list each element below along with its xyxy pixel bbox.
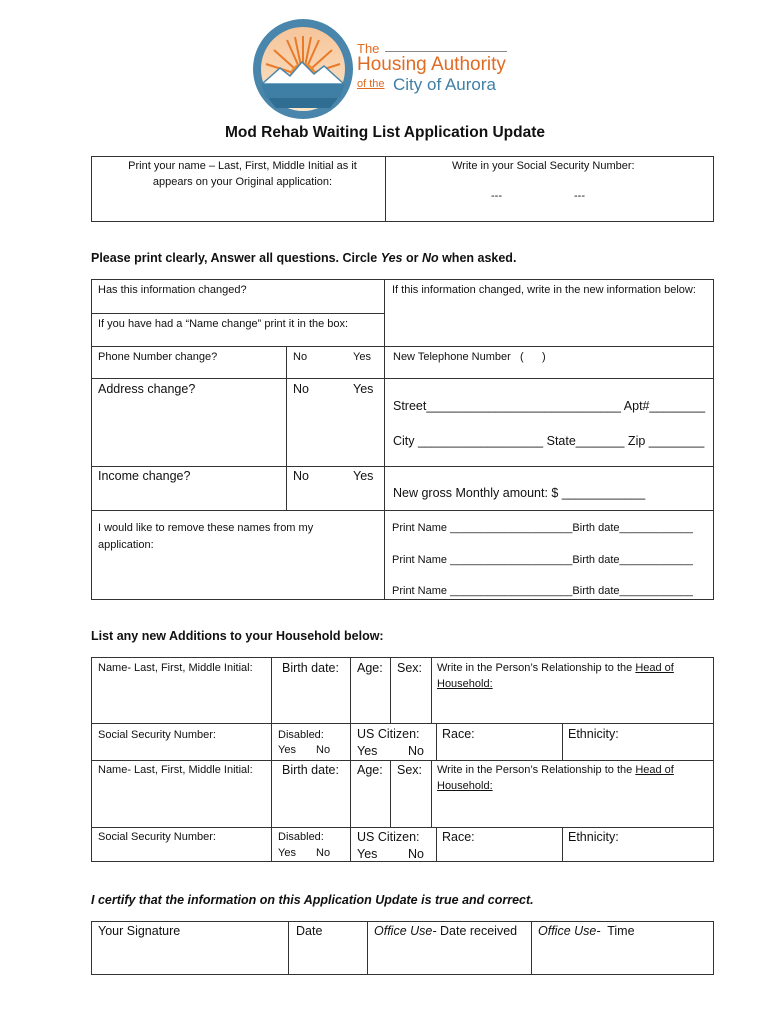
city-field[interactable]: City __________________ State_______ Zip ________	[393, 434, 705, 448]
logo-the: The	[357, 41, 380, 56]
date-field[interactable]: Date	[296, 924, 323, 938]
print-name-field-1[interactable]: Print Name ____________________Birth date____________	[392, 522, 693, 534]
print-name-field-2[interactable]: Print Name ____________________Birth date____________	[392, 554, 693, 566]
remove-names-label: I would like to remove these names from my application:	[98, 522, 314, 551]
logo-of-the: of the	[357, 78, 385, 90]
page-title: Mod Rehab Waiting List Application Update	[224, 124, 546, 141]
logo-underline-top	[385, 51, 507, 52]
addition-2-disabled-label: Disabled:	[278, 831, 324, 843]
certification-statement: I certify that the information on this Application Update is true and correct.	[91, 893, 534, 907]
phone-yes-option[interactable]: Yes	[353, 351, 371, 363]
has-changed-label: Has this information changed?	[98, 284, 247, 296]
addition-2-disabled-yes[interactable]: Yes	[278, 847, 296, 859]
income-yes-option[interactable]: Yes	[353, 469, 374, 483]
addition-1-name-label: Name- Last, First, Middle Initial:	[98, 662, 253, 674]
office-use-time: Office Use- Time	[538, 924, 635, 938]
addition-1-age-label: Age:	[357, 661, 383, 675]
addition-1-citizen-yes[interactable]: Yes	[357, 744, 378, 758]
ssn-dash-2: ---	[574, 190, 585, 202]
address-change-label: Address change?	[98, 382, 196, 396]
name-input-area[interactable]	[92, 190, 384, 220]
addition-1-citizen-no[interactable]: No	[408, 744, 424, 758]
addition-2-citizen-no[interactable]: No	[408, 847, 424, 861]
name-change-input[interactable]	[385, 314, 713, 345]
addition-2-race-label: Race:	[442, 830, 475, 844]
ssn-label: Write in your Social Security Number:	[452, 160, 635, 172]
addition-1-citizen-label: US Citizen:	[357, 727, 420, 741]
address-no-option[interactable]: No	[293, 382, 309, 396]
addition-1-relationship-label: Write in the Person’s Relationship to the Head of Household:	[437, 662, 674, 690]
addition-1-race-label: Race:	[442, 727, 475, 741]
print-name-field-3[interactable]: Print Name ____________________Birth date____________	[392, 585, 693, 597]
income-change-label: Income change?	[98, 469, 191, 483]
ssn-dash-1: ---	[491, 190, 502, 202]
logo-city: City of Aurora	[393, 75, 496, 94]
addition-2-age-label: Age:	[357, 763, 383, 777]
logo-housing-authority: Housing Authority	[357, 54, 506, 75]
addition-2-citizen-label: US Citizen:	[357, 830, 420, 844]
street-field[interactable]: Street____________________________ Apt#________	[393, 399, 706, 413]
addition-2-citizen-yes[interactable]: Yes	[357, 847, 378, 861]
addition-2-ssn-label: Social Security Number:	[98, 831, 216, 843]
addition-2-birth-label: Birth date:	[282, 763, 339, 777]
name-label: Print your name – Last, First, Middle Initial as it appears on your Original application:	[128, 160, 357, 188]
new-phone-label: New Telephone Number ( )	[393, 351, 546, 363]
phone-no-option[interactable]: No	[293, 351, 308, 363]
addition-1-sex-label: Sex:	[397, 661, 423, 675]
signature-field[interactable]: Your Signature	[98, 924, 181, 938]
instructions: Please print clearly, Answer all questions. Circle Yes or No when asked.	[91, 251, 517, 265]
addition-1-disabled-yes[interactable]: Yes	[278, 744, 296, 756]
addition-2-relationship-label: Write in the Person’s Relationship to the Head of Household:	[437, 764, 674, 792]
name-change-label: If you have had a “Name change” print it in the box:	[98, 318, 349, 330]
addition-2-name-label: Name- Last, First, Middle Initial:	[98, 764, 253, 776]
addition-1-birth-label: Birth date:	[282, 661, 339, 675]
phone-change-label: Phone Number change?	[98, 351, 218, 363]
addition-1-ethnicity-label: Ethnicity:	[568, 727, 619, 741]
addition-1-disabled-no[interactable]: No	[316, 744, 331, 756]
addition-2-ethnicity-label: Ethnicity:	[568, 830, 619, 844]
addition-1-disabled-label: Disabled:	[278, 729, 324, 741]
additions-heading: List any new Additions to your Household below:	[91, 629, 384, 643]
office-use-date-received: Office Use- Date received	[374, 924, 518, 938]
if-changed-label: If this information changed, write in the new information below:	[392, 284, 696, 296]
addition-2-sex-label: Sex:	[397, 763, 423, 777]
addition-1-ssn-label: Social Security Number:	[98, 729, 216, 741]
address-yes-option[interactable]: Yes	[353, 382, 374, 396]
logo-emblem-icon	[252, 18, 354, 120]
new-income-field[interactable]: New gross Monthly amount: $ ____________	[393, 486, 646, 500]
housing-authority-logo	[252, 18, 514, 122]
addition-2-disabled-no[interactable]: No	[316, 847, 331, 859]
income-no-option[interactable]: No	[293, 469, 309, 483]
